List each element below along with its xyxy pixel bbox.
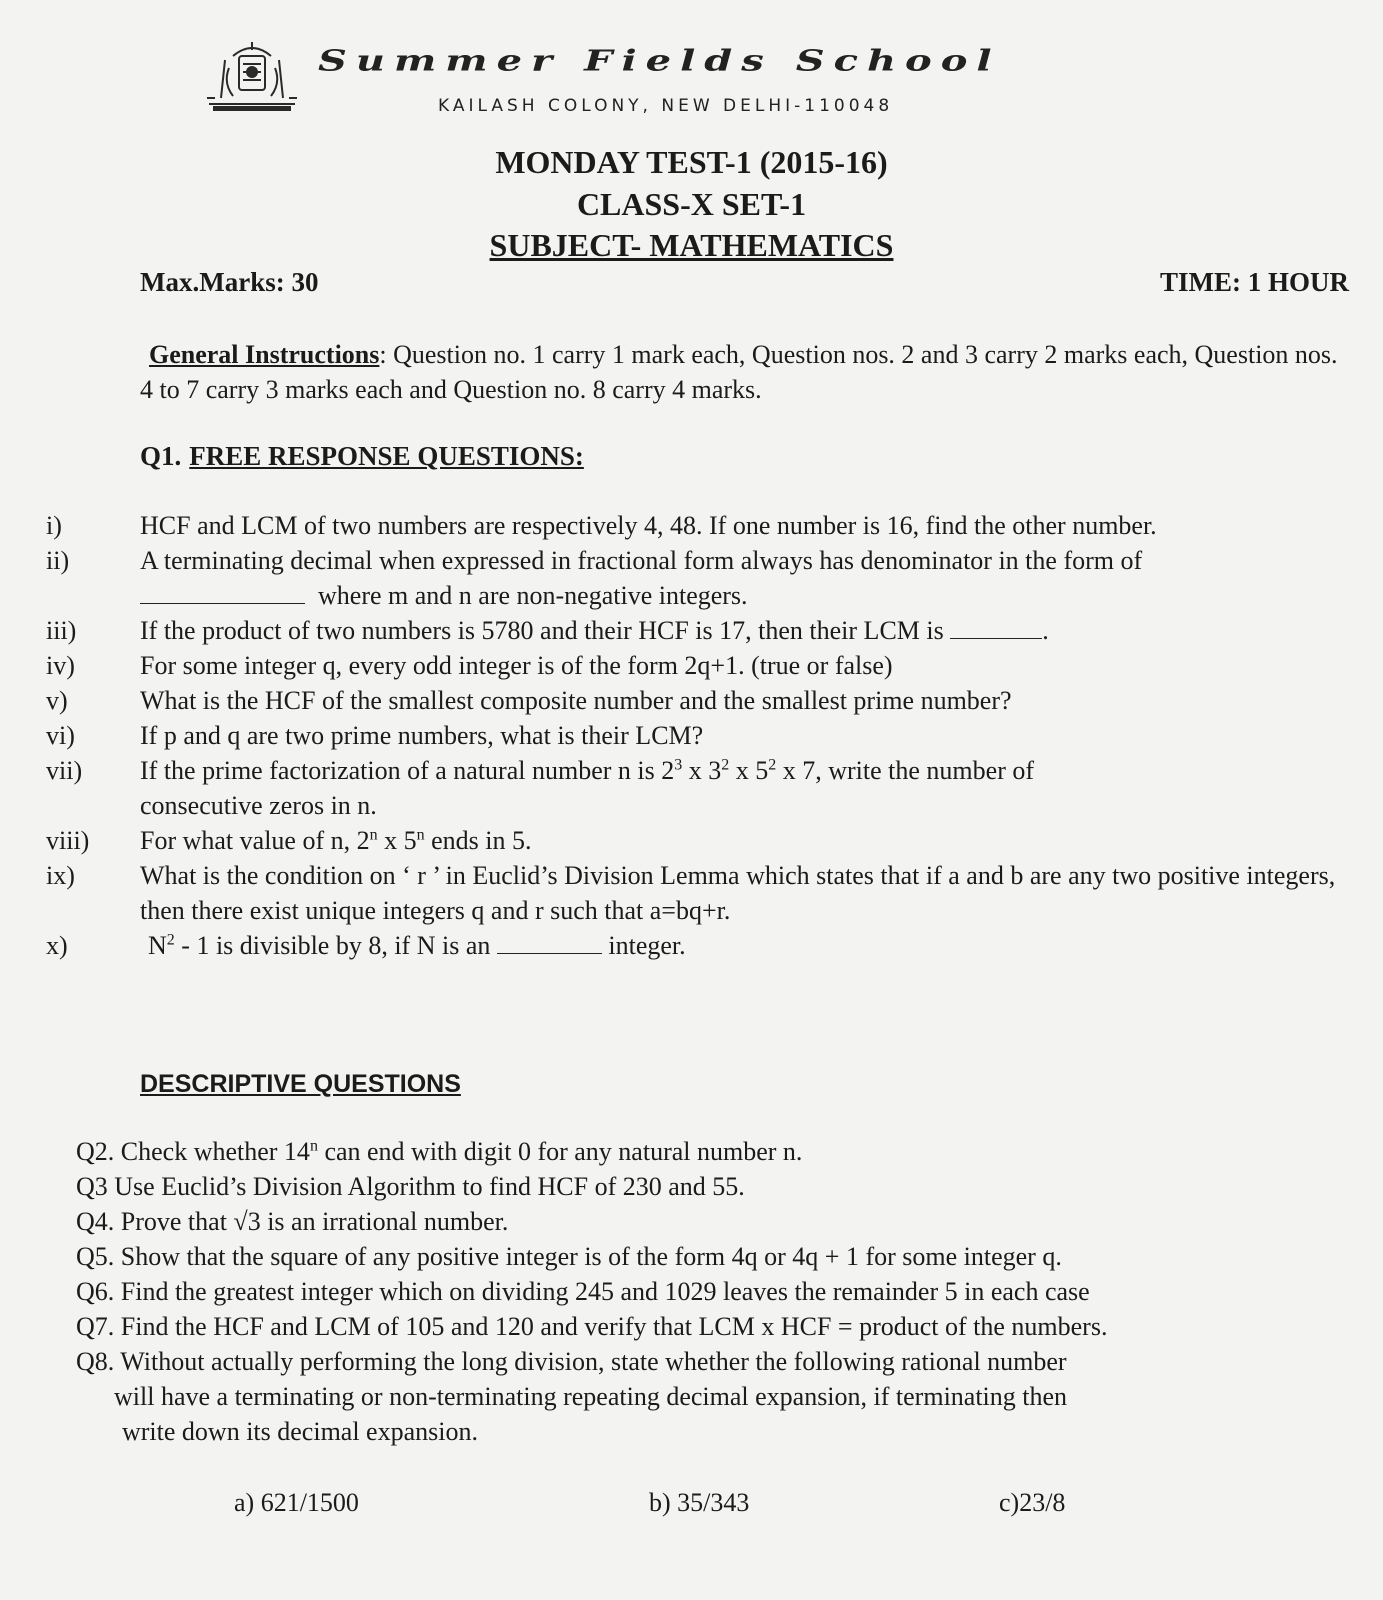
list-item: i) HCF and LCM of two numbers are respectively 4, 48. If one number is 16, find the other number.: [46, 511, 1157, 540]
list-item: iii) If the product of two numbers is 5780 and their HCF is 17, then their LCM is .: [46, 616, 1049, 645]
question-q4: Q4. Prove that √3 is an irrational number.: [76, 1207, 509, 1236]
list-item: ii) A terminating decimal when expressed in fractional form always has denominator in the form of where m and n are non-negative integers.: [46, 546, 1143, 610]
subject-title: SUBJECT- MATHEMATICS: [489, 227, 894, 263]
school-name: Summer Fields School: [318, 44, 1001, 78]
school-address: KAILASH COLONY, NEW DELHI-110048: [438, 96, 894, 116]
answer-blank: [140, 579, 305, 604]
descriptive-list: [76, 1134, 1366, 1449]
option-c: c)23/8: [999, 1488, 1066, 1517]
instructions-text: : Question no. 1 carry 1 mark each, Question nos. 2 and 3 carry 2 marks each, Question nos. 4 to 7 carry 3 marks each and Question no. 8 carry 4 marks.: [140, 340, 1338, 404]
question-q8-line3: write down its decimal expansion.: [122, 1417, 478, 1446]
instructions-label: General Instructions: [149, 340, 380, 369]
list-item: viii) For what value of n, 2$^n$ x 5$^n$ ends in 5.: [46, 826, 532, 855]
option-a: a) 621/1500: [234, 1488, 359, 1517]
general-instructions: [140, 337, 1340, 407]
list-item: iv) For some integer q, every odd integer is of the form 2q+1. (true or false): [46, 651, 893, 680]
answer-blank: [950, 614, 1042, 639]
answer-blank: [497, 929, 602, 954]
max-marks: Max.Marks: 30: [140, 267, 319, 297]
test-title: MONDAY TEST-1 (2015-16): [495, 144, 888, 180]
question-q5: Q5. Show that the square of any positive integer is of the form 4q or 4q + 1 for some integer q.: [76, 1242, 1062, 1271]
list-item: ix) What is the condition on ‘ r ’ in Euclid’s Division Lemma which states that if a and b are any two positive integers, then there exist unique integers q and r such that a=bq+r.: [46, 861, 1336, 925]
list-item: vii) If the prime factorization of a natural number n is $2^3$ x $3^2$ x $5^2$ x 7, write the number of consecutive zeros in n.: [46, 756, 1035, 820]
list-item: x) $N^2 - 1$ is divisible by 8, if N is an integer.: [46, 931, 686, 960]
q1-heading: Q1. FREE RESPONSE QUESTIONS:: [140, 441, 584, 471]
list-item: v) What is the HCF of the smallest composite number and the smallest prime number?: [46, 686, 1012, 715]
descriptive-heading: DESCRIPTIVE QUESTIONS: [140, 1070, 461, 1098]
question-q7: Q7. Find the HCF and LCM of 105 and 120 and verify that LCM x HCF = product of the numbers.: [76, 1312, 1108, 1341]
time-limit: TIME: 1 HOUR: [1160, 267, 1349, 297]
question-q3: Q3 Use Euclid’s Division Algorithm to find HCF of 230 and 55.: [76, 1172, 745, 1201]
question-q8-line2: will have a terminating or non-terminating repeating decimal expansion, if terminating then: [114, 1382, 1068, 1411]
question-q6: Q6. Find the greatest integer which on dividing 245 and 1029 leaves the remainder 5 in each case: [76, 1277, 1090, 1306]
option-b: b) 35/343: [649, 1488, 750, 1517]
list-item: vi) If p and q are two prime numbers, what is their LCM?: [46, 721, 704, 750]
free-response-list: [0, 508, 1383, 963]
class-set: CLASS-X SET-1: [576, 186, 807, 222]
question-q2: Q2. Check whether 14$^n$ can end with digit 0 for any natural number n.: [76, 1137, 803, 1166]
question-q8: Q8. Without actually performing the long division, state whether the following rational number: [76, 1347, 1067, 1376]
school-crest-icon: [203, 38, 301, 114]
